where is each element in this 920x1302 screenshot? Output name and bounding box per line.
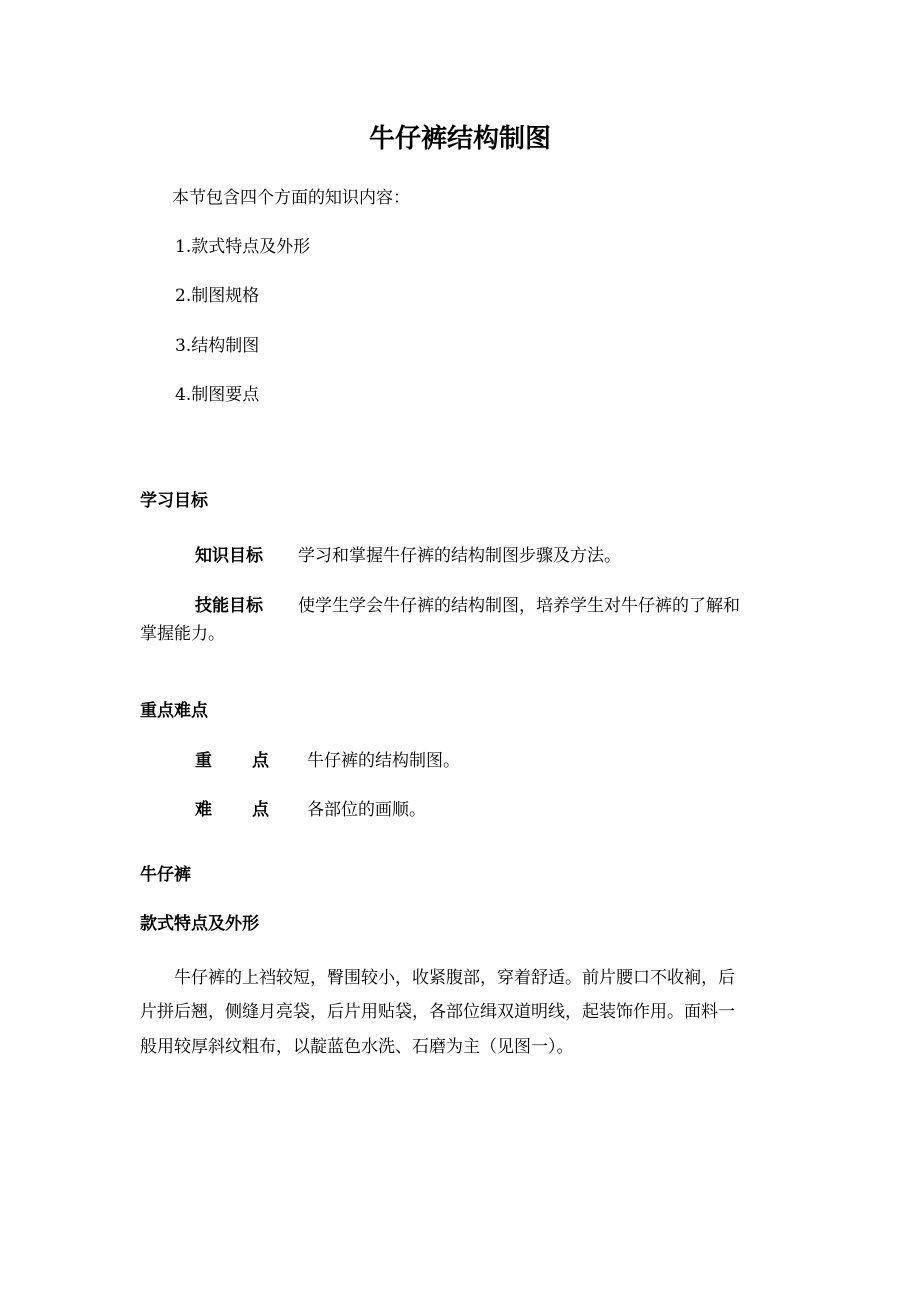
key-point-label	[195, 751, 269, 771]
difficult-point-label-char-2: 点	[252, 800, 269, 820]
knowledge-objective-text: 学习和掌握牛仔裤的结构制图步骤及方法。	[298, 546, 621, 566]
skill-objective-label: 技能目标	[195, 596, 263, 616]
style-paragraph-line-3: 般用较厚斜纹粗布，以靛蓝色水洗、石磨为主（见图一）。	[140, 1037, 574, 1057]
skill-objective-text: 使学生学会牛仔裤的结构制图，培养学生对牛仔裤的了解和	[298, 596, 740, 616]
section-title: 牛仔裤	[140, 865, 191, 885]
style-paragraph-line-1: 牛仔裤的上裆较短，臀围较小，收紧腹部，穿着舒适。前片腰口不收裥，后	[174, 968, 735, 988]
objectives-heading: 学习目标	[140, 491, 208, 511]
toc-item-4: 4.制图要点	[175, 385, 260, 405]
difficult-point-label-char-1: 难	[195, 800, 212, 820]
toc-item-1: 1.款式特点及外形	[175, 237, 311, 257]
key-point-label-char-1: 重	[195, 751, 212, 771]
style-heading: 款式特点及外形	[140, 914, 259, 934]
difficult-point-text: 各部位的画顺。	[307, 800, 426, 820]
toc-item-3: 3.结构制图	[175, 336, 260, 356]
key-point-label-char-2: 点	[252, 751, 269, 771]
knowledge-objective-label: 知识目标	[195, 546, 263, 566]
difficult-point-label	[195, 800, 269, 820]
key-points-heading: 重点难点	[140, 701, 208, 721]
style-paragraph-line-2: 片拼后翘，侧缝月亮袋，后片用贴袋，各部位缉双道明线，起装饰作用。面料一	[140, 1002, 735, 1022]
page-title: 牛仔裤结构制图	[368, 124, 551, 154]
key-point-text: 牛仔裤的结构制图。	[307, 751, 460, 771]
intro-text: 本节包含四个方面的知识内容：	[172, 188, 410, 208]
toc-item-2: 2.制图规格	[175, 286, 260, 306]
skill-objective-text-continued: 掌握能力。	[140, 624, 225, 644]
